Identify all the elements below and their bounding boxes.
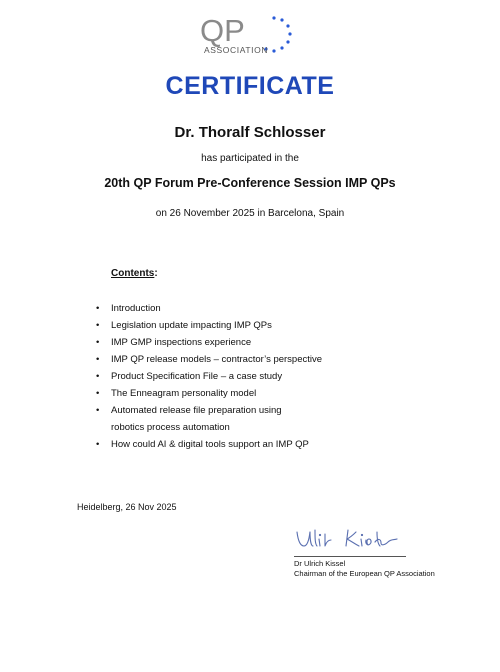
bullet-icon: •: [96, 405, 100, 416]
list-item-text: How could AI & digital tools support an IMP QP: [111, 439, 309, 450]
bullet-icon: •: [96, 303, 100, 314]
bullet-icon: •: [96, 337, 100, 348]
signature-graphic: [293, 524, 405, 554]
list-item-text: Product Specification File – a case study: [111, 371, 283, 382]
signer-name: Dr Ulrich Kissel: [294, 559, 346, 568]
list-item: [96, 368, 322, 385]
contents-list: [96, 300, 322, 453]
bullet-icon: •: [96, 371, 100, 382]
list-item: [96, 402, 322, 419]
bullet-icon: •: [96, 354, 100, 365]
list-item: [96, 300, 322, 317]
event-date-place: on 26 November 2025 in Barcelona, Spain: [155, 208, 345, 219]
list-item-text: robotics process automation: [111, 422, 230, 433]
bullet-icon: •: [96, 439, 100, 450]
signer-role: Chairman of the European QP Association: [294, 569, 435, 578]
list-item-text: The Enneagram personality model: [111, 388, 257, 399]
contents-heading-colon: :: [154, 268, 158, 279]
issue-place-date: Heidelberg, 26 Nov 2025: [77, 502, 177, 512]
list-item-text: Legislation update impacting IMP QPs: [111, 320, 272, 331]
list-item: [96, 436, 322, 453]
list-item: [96, 385, 322, 402]
bullet-icon: •: [96, 388, 100, 399]
logo-word: ASSOCIATION: [204, 45, 269, 55]
list-item-text: IMP GMP inspections experience: [111, 337, 252, 348]
logo-letters: QP: [200, 14, 245, 48]
list-item-text: IMP QP release models – contractor’s perspective: [111, 354, 323, 365]
participated-text: has participated in the: [201, 153, 299, 164]
list-item-text: Automated release file preparation using: [111, 405, 282, 416]
list-item: [96, 317, 322, 334]
contents-heading: [111, 268, 158, 279]
event-name: 20th QP Forum Pre-Conference Session IMP QPs: [104, 176, 396, 190]
contents-heading-text: Contents: [111, 268, 155, 279]
logo-stars: [264, 16, 291, 52]
certificate-title: CERTIFICATE: [165, 72, 335, 100]
recipient-name: Dr. Thoralf Schlosser: [174, 124, 326, 141]
list-item: [96, 334, 322, 351]
bullet-icon: •: [96, 320, 100, 331]
qp-association-logo: [198, 14, 302, 58]
signature-line: [294, 556, 406, 557]
list-item-continuation: [96, 419, 322, 436]
signature: [293, 524, 405, 554]
list-item-text: Introduction: [111, 303, 161, 314]
list-item: [96, 351, 322, 368]
